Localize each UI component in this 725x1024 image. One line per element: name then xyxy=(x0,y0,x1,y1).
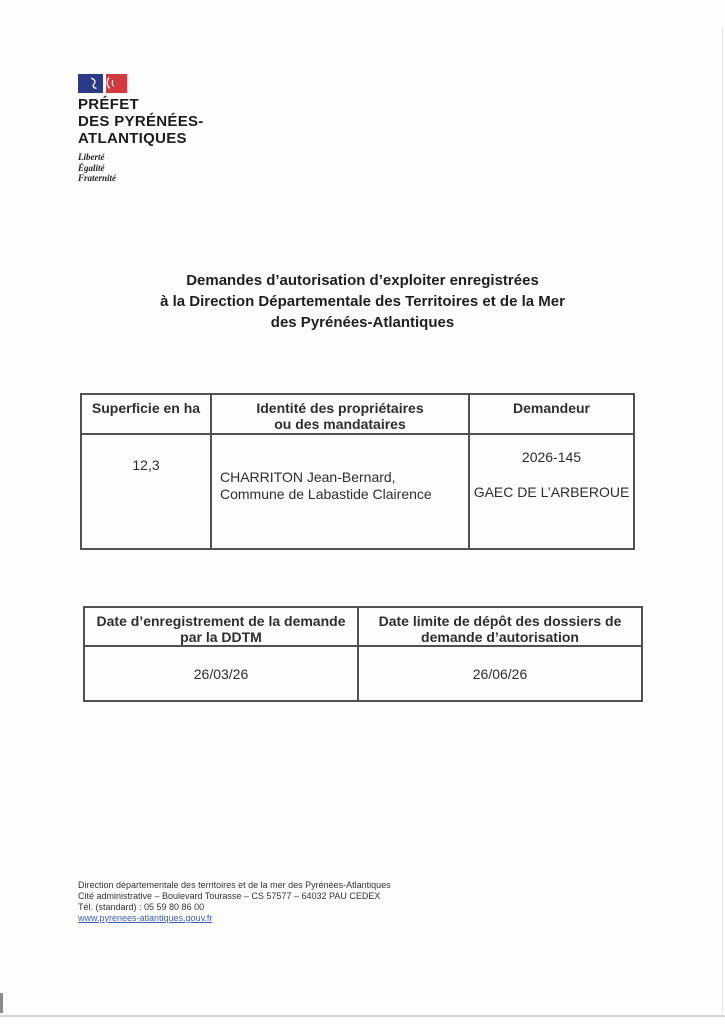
footer-direction-line: Direction départementale des territoires et de la mer des Pyrénées-Atlantiques xyxy=(78,880,391,890)
motto-egalite: Égalité xyxy=(78,162,105,173)
header-date-limite-line-1: Date limite de dépôt des dossiers de xyxy=(378,613,622,629)
prefecture-name xyxy=(78,96,204,147)
header-date-enregistrement xyxy=(84,607,358,646)
cell-identite-proprietaires: CHARRITON Jean-Bernard, Commune de Labastide Clairence xyxy=(211,434,469,549)
cell-superficie: 12,3 xyxy=(81,434,211,549)
cell-date-enregistrement: 26/03/26 xyxy=(84,646,358,701)
french-tricolor-marianne-icon xyxy=(78,74,127,93)
document-title-line-1: Demandes d’autorisation d’exploiter enregistrées xyxy=(186,272,539,289)
dates-table-header-row xyxy=(84,607,642,646)
website-link[interactable]: www.pyrenees-atlantiques.gouv.fr xyxy=(78,913,213,923)
document-title xyxy=(0,270,725,333)
registration-row xyxy=(81,434,634,549)
prefecture-logo-block xyxy=(78,74,204,184)
document-title-line-2: à la Direction Départementale des Territoires et de la Mer xyxy=(160,293,565,310)
header-identite-line-2: ou des mandataires xyxy=(274,416,406,432)
header-identite-line-1: Identité des propriétaires xyxy=(256,400,424,416)
dossier-number: 2026-145 xyxy=(521,449,582,465)
header-date-enregistrement-line-2: par la DDTM xyxy=(180,629,262,645)
motto-fraternite: Fraternité xyxy=(78,173,117,183)
prefecture-name-line-3: ATLANTIQUES xyxy=(78,130,187,147)
motto-liberte: Liberté xyxy=(78,152,105,162)
scan-artifact-bottom-edge xyxy=(0,1015,725,1017)
footer-contact-block xyxy=(78,880,391,924)
republic-motto xyxy=(78,152,204,184)
prefecture-name-line-1: PRÉFET xyxy=(78,96,139,113)
registrations-table xyxy=(80,393,635,550)
prefecture-name-line-2: DES PYRÉNÉES- xyxy=(78,113,204,130)
header-date-enregistrement-line-1: Date d’enregistrement de la demande xyxy=(96,613,346,629)
header-date-limite-line-2: demande d’autorisation xyxy=(421,629,579,645)
registrations-table-header-row xyxy=(81,394,634,434)
footer-phone-line: Tél. (standard) : 05 59 80 86 00 xyxy=(78,902,205,912)
demandeur-name: GAEC DE L’ARBEROUE xyxy=(473,484,630,500)
scan-artifact-left-speck xyxy=(0,993,3,1013)
cell-demandeur xyxy=(469,434,634,549)
dates-row xyxy=(84,646,642,701)
header-date-limite xyxy=(358,607,642,646)
document-title-line-3: des Pyrénées-Atlantiques xyxy=(270,314,455,331)
footer-address-line: Cité administrative – Boulevard Tourasse – CS 57577 – 64032 PAU CEDEX xyxy=(78,891,381,901)
scan-artifact-right-edge xyxy=(722,28,723,1012)
cell-date-limite: 26/06/26 xyxy=(358,646,642,701)
dates-table xyxy=(83,606,643,702)
header-demandeur: Demandeur xyxy=(469,394,634,434)
header-superficie: Superficie en ha xyxy=(81,394,211,434)
header-identite xyxy=(211,394,469,434)
